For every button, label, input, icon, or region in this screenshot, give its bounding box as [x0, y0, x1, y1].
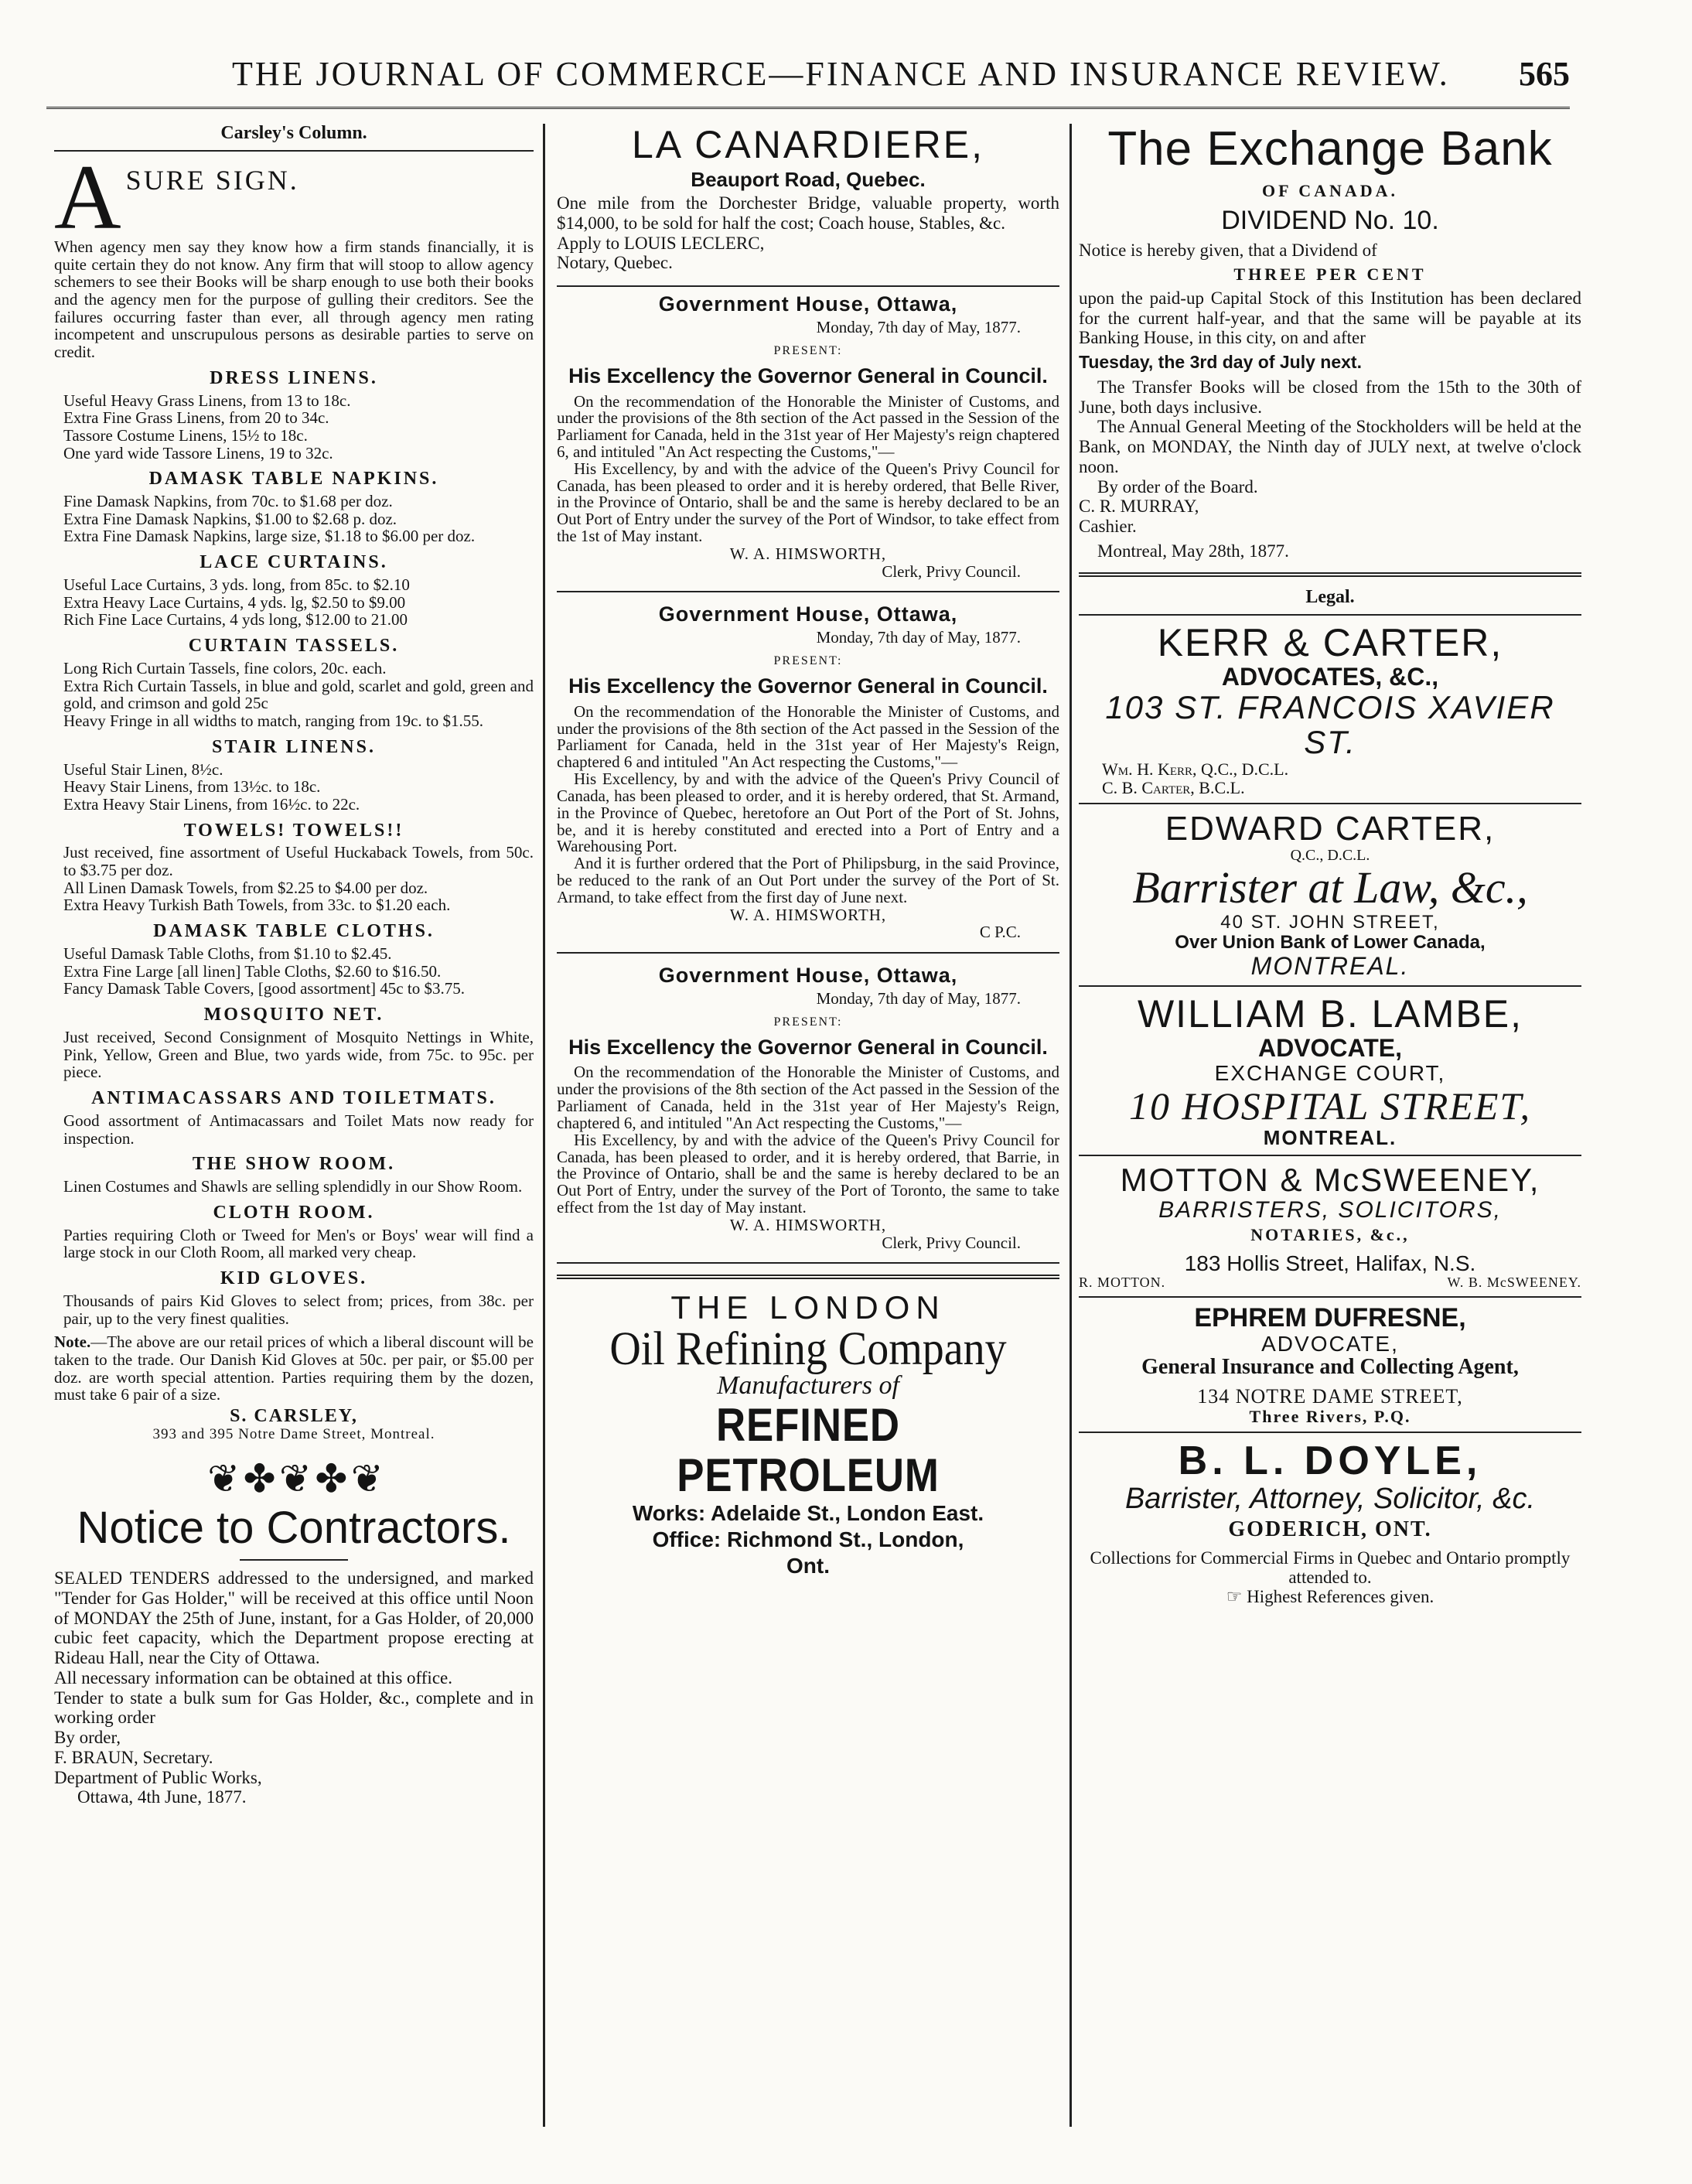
canardiere-apply: Apply to LOUIS LECLERC,: [557, 233, 765, 253]
motton-address: 183 Hollis Street, Halifax, N.S.: [1184, 1251, 1476, 1275]
section-item: Extra Heavy Turkish Bath Towels, from 33c. to $1.20 each.: [63, 896, 451, 915]
tender-paragraph-2: All necessary information can be obtained at this office.: [54, 1667, 452, 1687]
section-item: Thousands of pairs Kid Gloves to select from; prices, from 38c. per pair, up to the very finest qualities.: [63, 1291, 534, 1328]
doyle-subtitle: Barrister, Attorney, Solicitor, &c.: [1124, 1482, 1536, 1515]
bank-of-canada: OF CANADA.: [1261, 180, 1399, 200]
order-paragraph: And it is further ordered that the Port of Philipsburg, in the said Province, be reduced to the rank of an Out Port under the survey of the Port of St. Armand, to take effect from the first day of June next.: [557, 854, 1059, 906]
divider: [1079, 1432, 1581, 1433]
divider: [557, 952, 1059, 954]
ornament-icon: ❦ ✤ ❦ ✤ ❦: [207, 1457, 380, 1501]
kerr-name-1: Wm. H. Kerr, Q.C., D.C.L.: [1102, 759, 1289, 779]
order-paragraph: His Excellency, by and with the advice of the Queen's Privy Council of Canada, has been pleased to order, and it is hereby ordered, that St. Armand, in the Province of Quebec, heretofore an Out Port of the Port of St. Johns, be, and it is hereby constituted and erected into a Port of Entry and a Warehousing Port.: [557, 770, 1059, 856]
london-company: Oil Refining Company: [609, 1322, 1007, 1375]
london-manufacturers: Manufacturers of: [717, 1371, 899, 1401]
order-paragraph: On the recommendation of the Honorable the Minister of Customs, and under the provisions of the 8th section of the Act passed in the Session of the Parliament for Canada, held in the 31st year of Her Majesty's Reign, chaptered 6 and intituled "An Act respecting the Customs,"—: [557, 701, 1059, 772]
tender-paragraph-3: Tender to state a bulk sum for Gas Holder, &c., complete and in working order: [54, 1687, 534, 1728]
section-title: ANTIMACASSARS AND TOILETMATS.: [91, 1088, 496, 1108]
note-label: Note.: [54, 1333, 91, 1352]
kerr-name-2: C. B. Carter, B.C.L.: [1102, 777, 1245, 797]
order-paragraph: His Excellency, by and with the advice of the Queen's Privy Council for Canada, has been pleased to order and it is hereby ordered, that Belle River, in the Province of Ontario, shall be and the same is hereby declared to be an Out Port of Entry under the survey of the Port of Windsor, to take effect from the 1st of May instant.: [557, 459, 1059, 546]
three-per-cent: THREE PER CENT: [1233, 264, 1427, 285]
section-item: Extra Heavy Stair Linens, from 16½c. to 22c.: [63, 794, 360, 814]
section-item: Heavy Fringe in all widths to match, ranging from 19c. to $1.55.: [63, 711, 483, 730]
section-item: Extra Fine Large [all linen] Table Cloths, $2.60 to $16.50.: [63, 961, 442, 981]
section-item: Just received, Second Consignment of Mosquito Nettings in White, Pink, Yellow, Green and Blue, two yards wide, from 75c. to 95c. per piece.: [63, 1027, 534, 1082]
dufresne-advocate: ADVOCATE,: [1261, 1332, 1399, 1356]
motton-partner-left: R. MOTTON.: [1079, 1275, 1166, 1291]
section-item: All Linen Damask Towels, from $2.25 to $4.00 per doz.: [63, 878, 428, 897]
dividend-by-order: By order of the Board.: [1097, 476, 1258, 497]
divider: [1079, 614, 1581, 616]
carter-script: Barrister at Law, &c.,: [1132, 862, 1528, 913]
council-order: [557, 603, 1059, 954]
dividend-tuesday: Tuesday, the 3rd day of July next.: [1079, 352, 1362, 373]
doyle-references-line: [1079, 1588, 1581, 1607]
section-item: Useful Stair Linen, 8½c.: [63, 759, 223, 779]
divider: [1079, 985, 1581, 987]
carter-over: Over Union Bank of Lower Canada,: [1175, 931, 1486, 953]
column-divider-2: [1069, 124, 1072, 2127]
doyle-collections: Collections for Commercial Firms in Quebec and Ontario promptly attended to.: [1090, 1548, 1571, 1587]
lambe-title: WILLIAM B. LAMBE,: [1137, 992, 1523, 1036]
order-present: PRESENT:: [773, 654, 843, 668]
carsley-address: 393 and 395 Notre Dame Street, Montreal.: [152, 1425, 435, 1442]
tender-signer: F. BRAUN, Secretary.: [54, 1747, 213, 1767]
section-item: Parties requiring Cloth or Tweed for Men's or Boys' wear will find a large stock in our Cloth Room, all marked very cheap.: [63, 1225, 534, 1262]
dividend-date: Montreal, May 28th, 1877.: [1097, 541, 1289, 561]
canardiere-title: LA CANARDIERE,: [631, 123, 984, 166]
section-item: Tassore Costume Linens, 15½ to 18c.: [63, 425, 308, 445]
divider: [1079, 1296, 1581, 1298]
motton-partner-right: W. B. McSWEENEY.: [1447, 1275, 1581, 1291]
kerr-carter-title: KERR & CARTER,: [1157, 620, 1503, 664]
section-title: DAMASK TABLE CLOTHS.: [153, 921, 435, 942]
section-item: Fine Damask Napkins, from 70c. to $1.68 per doz.: [63, 492, 393, 511]
section-item: Extra Rich Curtain Tassels, in blue and gold, scarlet and gold, green and gold, and crimson and gold 25c: [63, 676, 534, 713]
header-rule: [46, 107, 1570, 109]
order-excellency: His Excellency the Governor General in Council.: [568, 674, 1048, 698]
section-item: Extra Fine Grass Linens, from 20 to 34c.: [63, 408, 329, 428]
divider: [557, 591, 1059, 592]
section-title: KID GLOVES.: [220, 1268, 368, 1289]
section-item: Just received, fine assortment of Useful Huckaback Towels, from 50c. to $3.75 per doz.: [63, 843, 534, 880]
section-item: Good assortment of Antimacassars and Toilet Mats now ready for inspection.: [63, 1111, 534, 1148]
journal-title: THE JOURNAL OF COMMERCE—FINANCE AND INSURANCE REVIEW.: [232, 55, 1450, 93]
canardiere-text: One mile from the Dorchester Bridge, valuable property, worth $14,000, to be sold for half the cost; Coach house, Stables, &c.: [557, 193, 1059, 233]
section-item: Heavy Stair Linens, from 13½c. to 18c.: [63, 777, 321, 797]
product-sections: [54, 369, 534, 1328]
order-paragraph: On the recommendation of the Honorable the Minister of Customs, and under the provisions of the 8th section of the Act passed in the Session of the Parliament of Canada, held in the 31st year of Her Majesty's Reign, chaptered 6, and intituled "An Act respecting the Customs,"—: [557, 1063, 1059, 1132]
dividend-notice: Notice is hereby given, that a Dividend of: [1079, 241, 1377, 261]
london-works: Works: Adelaide St., London East.: [632, 1501, 984, 1526]
divider: [54, 150, 534, 152]
doyle-references: Highest References given.: [1247, 1586, 1434, 1606]
order-signer: W. A. HIMSWORTH,: [729, 905, 887, 924]
london-ont: Ont.: [786, 1553, 830, 1578]
doyle-title: B. L. DOYLE,: [1178, 1438, 1482, 1484]
column-1: [54, 124, 534, 1807]
dividend-upon: upon the paid-up Capital Stock of this Institution has been declared for the current half-year, and that the same will be payable at its Banking House, in this city, on and after: [1079, 288, 1581, 348]
sure-sign-title: SURE SIGN.: [125, 164, 299, 196]
section-title: DAMASK TABLE NAPKINS.: [148, 469, 439, 490]
divider: [240, 1559, 348, 1561]
section-item: Useful Heavy Grass Linens, from 13 to 18c.: [63, 391, 351, 410]
order-title: Government House, Ottawa,: [658, 964, 958, 988]
drop-cap: A: [54, 145, 121, 248]
order-signer: W. A. HIMSWORTH,: [729, 1215, 887, 1234]
section-item: Fancy Damask Table Covers, [good assortment] 45c to $3.75.: [63, 979, 465, 998]
london-heading: THE LONDON: [670, 1289, 946, 1326]
column-3: [1079, 124, 1581, 1606]
dividend-number: DIVIDEND No. 10.: [1221, 205, 1439, 235]
section-title: CLOTH ROOM.: [213, 1202, 375, 1223]
carter-city: MONTREAL.: [1250, 951, 1410, 980]
motton-barristers: BARRISTERS, SOLICITORS,: [1158, 1196, 1502, 1223]
dividend-transfer: The Transfer Books will be closed from the 15th to the 30th of June, both days inclusive.: [1079, 377, 1581, 417]
section-title: TOWELS! TOWELS!!: [183, 820, 404, 841]
dividend-murray: C. R. MURRAY,: [1079, 497, 1199, 517]
order-signer-title: Clerk, Privy Council.: [882, 1233, 1021, 1252]
divider: [557, 1275, 1059, 1279]
column-2: [557, 124, 1059, 1578]
kerr-advocates: ADVOCATES, &C.,: [1221, 662, 1439, 691]
section-item: Extra Fine Damask Napkins, large size, $1.18 to $6.00 per doz.: [63, 527, 476, 546]
column-divider-1: [543, 124, 545, 2127]
canardiere-subtitle: Beauport Road, Quebec.: [691, 168, 926, 191]
section-item: Useful Lace Curtains, 3 yds. long, from 85c. to $2.10: [63, 575, 410, 595]
london-office: Office: Richmond St., London,: [652, 1527, 964, 1551]
divider: [1079, 1155, 1581, 1156]
council-order: [557, 964, 1059, 1264]
tender-department: Department of Public Works,: [54, 1767, 262, 1787]
tender-paragraph-1: SEALED TENDERS addressed to the undersigned, and marked "Tender for Gas Holder," will be received at this office until Noon of MONDAY the 25th of June, instant, for a Gas Holder, of 20,000 cubic feet capacity, which the Department propose erecting at Rideau Hall, near the City of Ottawa.: [54, 1568, 534, 1668]
section-title: CURTAIN TASSELS.: [188, 636, 400, 657]
order-present: PRESENT:: [773, 343, 843, 357]
council-orders: [557, 293, 1059, 1264]
lambe-court: EXCHANGE COURT,: [1214, 1060, 1446, 1085]
section-title: LACE CURTAINS.: [200, 552, 388, 573]
dufresne-title: EPHREM DUFRESNE,: [1194, 1303, 1466, 1333]
pointing-hand-icon: ☞: [1226, 1586, 1243, 1606]
section-item: Extra Heavy Lace Curtains, 4 yds. lg, $2.50 to $9.00: [63, 592, 406, 612]
dufresne-address: 134 NOTRE DAME STREET,: [1197, 1384, 1463, 1408]
order-title: Government House, Ottawa,: [658, 292, 958, 316]
carter-qc: Q.C., D.C.L.: [1290, 846, 1370, 864]
order-excellency: His Excellency the Governor General in Council.: [568, 1036, 1048, 1060]
note-paragraph: [54, 1333, 534, 1404]
motton-partners: [1079, 1275, 1581, 1290]
dufresne-city: Three Rivers, P.Q.: [1249, 1406, 1411, 1426]
page-number: 565: [1519, 55, 1570, 93]
canardiere-notary: Notary, Quebec.: [557, 253, 673, 273]
section-item: One yard wide Tassore Linens, 19 to 32c.: [63, 443, 333, 462]
order-paragraph: On the recommendation of the Honorable the Minister of Customs, and under the provisions of the 8th section of the Act passed in the Session of the Parliament for Canada, held in the 31st year of Her Majesty's reign chaptered 6, and intituled "An Act respecting the Customs,"—: [557, 391, 1059, 461]
divider: [557, 1262, 1059, 1264]
order-date: Monday, 7th day of May, 1877.: [816, 318, 1021, 337]
carter-address: 40 ST. JOHN STREET,: [1220, 912, 1440, 933]
section-title: MOSQUITO NET.: [203, 1005, 384, 1025]
section-title: DRESS LINENS.: [210, 367, 378, 388]
dufresne-general: General Insurance and Collecting Agent,: [1141, 1355, 1519, 1380]
order-excellency: His Excellency the Governor General in Council.: [568, 364, 1048, 388]
section-item: Long Rich Curtain Tassels, fine colors, 20c. each.: [63, 658, 387, 677]
divider: [557, 285, 1059, 287]
section-item: Extra Fine Damask Napkins, $1.00 to $2.68 p. doz.: [63, 509, 397, 528]
column-heading: Carsley's Column.: [220, 123, 367, 143]
order-date: Monday, 7th day of May, 1877.: [816, 989, 1021, 1008]
lambe-city: MONTREAL.: [1263, 1126, 1397, 1150]
order-signer: W. A. HIMSWORTH,: [729, 544, 887, 563]
dividend-annual: The Annual General Meeting of the Stockholders will be held at the Bank, on MONDAY, the Ninth day of JULY next, at twelve o'clock noon.: [1079, 417, 1581, 476]
order-title: Government House, Ottawa,: [658, 602, 958, 626]
notice-title: Notice to Contractors.: [77, 1503, 511, 1554]
carsley-signature: S. CARSLEY,: [230, 1406, 358, 1427]
sure-sign-heading: [54, 145, 534, 248]
doyle-city: GODERICH, ONT.: [1228, 1517, 1432, 1541]
lambe-street: 10 HOSPITAL STREET,: [1129, 1084, 1531, 1128]
bank-title: The Exchange Bank: [1107, 122, 1553, 176]
council-order: [557, 293, 1059, 592]
london-product: REFINED PETROLEUM: [677, 1398, 940, 1501]
order-present: PRESENT:: [773, 1015, 843, 1029]
legal-heading: Legal.: [1305, 586, 1355, 607]
intro-paragraph: When agency men say they know how a firm stands financially, it is quite certain they do not know. Any firm that will stoop to allow agency schemers to see their Books will be sharp enough to use both their books and the agency men for the purpose of gulling their creditors. See the failures occurring faster than ever, all through agency men rating incompetent and unscrupulous persons as desirable parties to serve on credit.: [54, 237, 534, 361]
dividend-cashier: Cashier.: [1079, 517, 1137, 537]
section-item: Rich Fine Lace Curtains, 4 yds long, $12.00 to 21.00: [63, 610, 408, 630]
order-date: Monday, 7th day of May, 1877.: [816, 628, 1021, 647]
note-text: —The above are our retail prices of which a liberal discount will be taken to the trade. Our Danish Kid Gloves at 50c. per pair, or $5.00 per doz. are worth special attention. Parties requiring them by the dozen, must take 6 pair of a size.: [54, 1333, 534, 1404]
lambe-advocate: ADVOCATE,: [1257, 1034, 1403, 1063]
section-item: Useful Damask Table Cloths, from $1.10 to $2.45.: [63, 944, 392, 964]
divider: [1079, 803, 1581, 804]
section-item: Linen Costumes and Shawls are selling splendidly in our Show Room.: [63, 1177, 523, 1196]
motton-title: MOTTON & McSWEENEY,: [1120, 1162, 1540, 1199]
tender-date: Ottawa, 4th June, 1877.: [77, 1787, 247, 1807]
tender-by-order: By order,: [54, 1728, 121, 1748]
carter-title: EDWARD CARTER,: [1165, 810, 1496, 848]
section-title: STAIR LINENS.: [212, 736, 376, 757]
section-title: THE SHOW ROOM.: [192, 1154, 396, 1175]
order-signer-title: Clerk, Privy Council.: [882, 561, 1021, 581]
page-header: [46, 54, 1570, 101]
order-signer-title: C P.C.: [979, 923, 1021, 942]
motton-notaries: NOTARIES, &c.,: [1250, 1225, 1410, 1245]
kerr-address: 103 ST. FRANCOIS XAVIER ST.: [1105, 689, 1555, 761]
divider: [1079, 572, 1581, 577]
order-paragraph: His Excellency, by and with the advice of the Queen's Privy Council for Canada, has been pleased to order, and it is hereby ordered, that Barrie, in the Province of Ontario, shall be and the same is hereby declared to be an Out Port of Entry, under the survey of the Port of Toronto, the same to take effect from the 1st day of May instant.: [557, 1130, 1059, 1217]
